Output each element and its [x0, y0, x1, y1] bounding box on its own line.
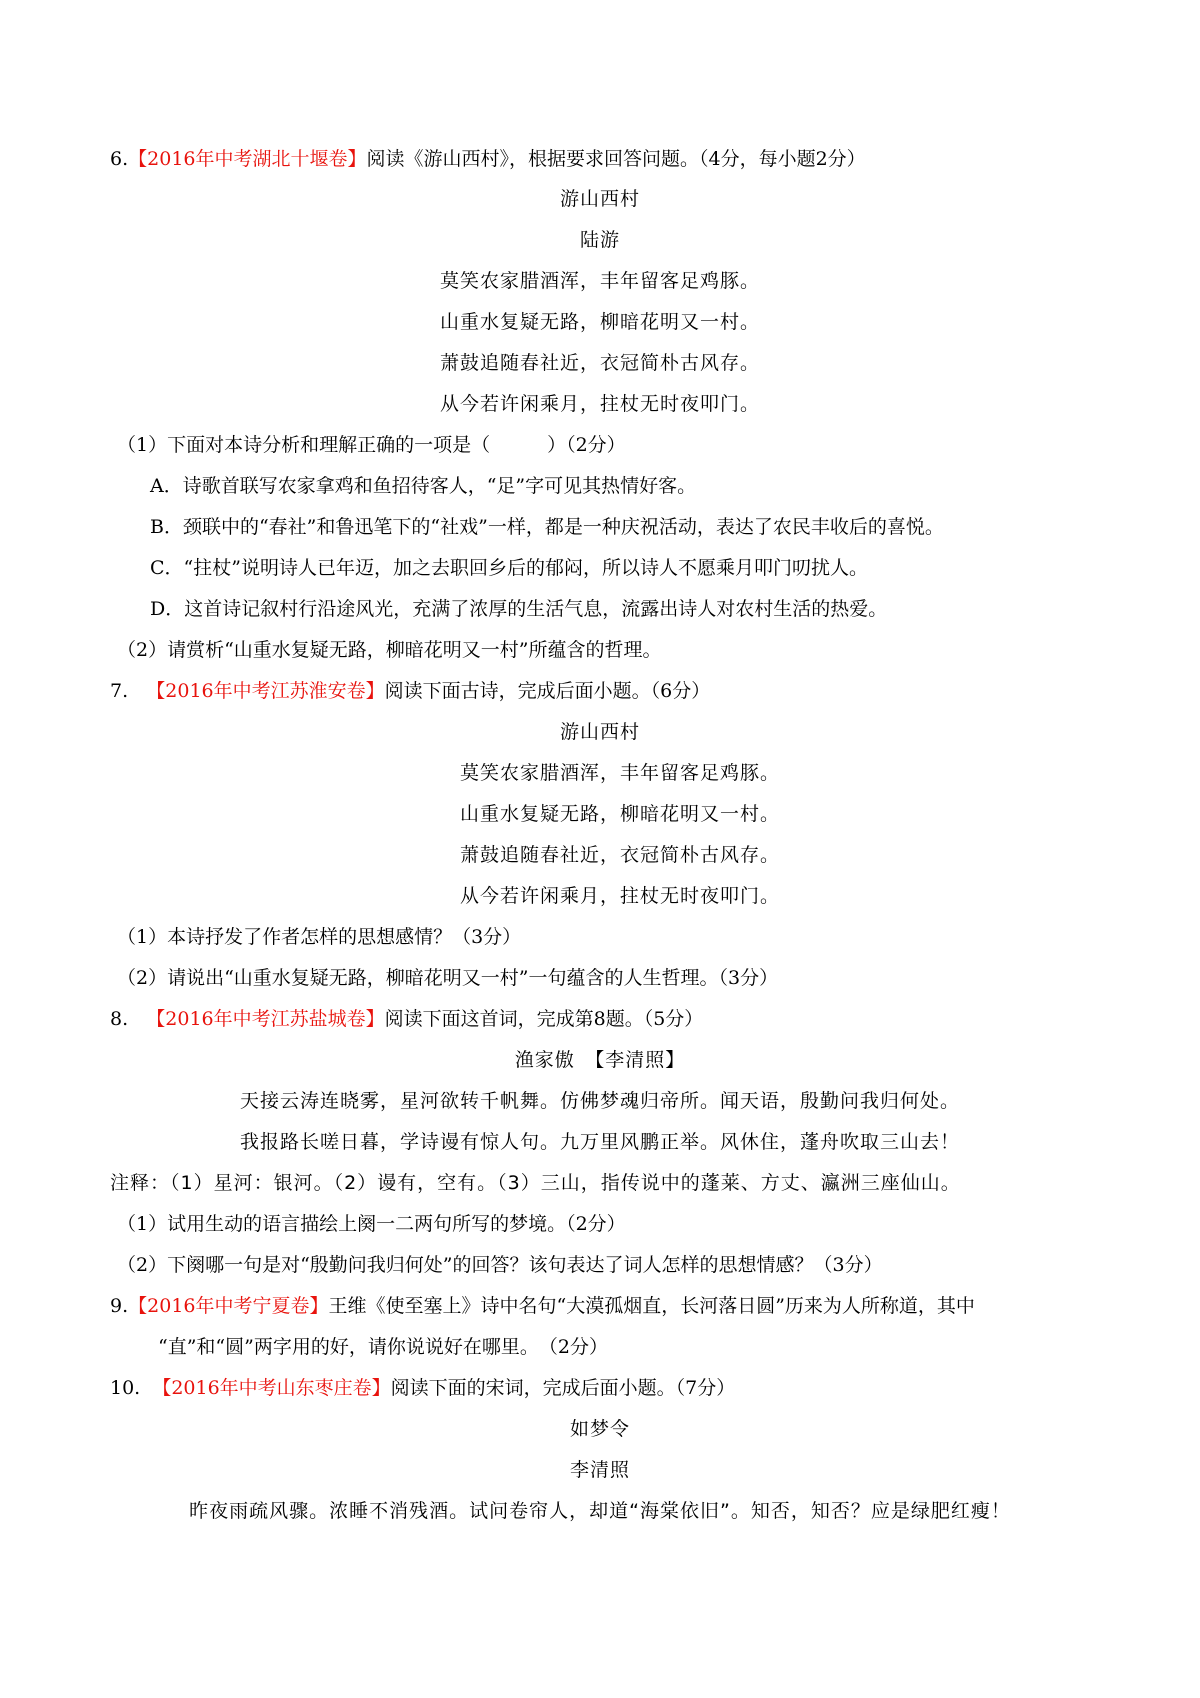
q9-prompt: 王维《使至塞上》诗中名句“大漠孤烟直，长河落日圆”历来为人所称道，其中 — [328, 1295, 975, 1317]
q10-number: 10. — [110, 1377, 141, 1399]
q6-option-d: D．这首诗记叙村行沿途风光，充满了浓厚的生活气息，流露出诗人对农村生活的热爱。 — [150, 598, 888, 620]
q7-prompt: 阅读下面古诗，完成后面小题。（6分） — [384, 680, 711, 702]
q8-poem-line: 我报路长嗟日暮，学诗谩有惊人句。九万里风鹏正举。风休住，蓬舟吹取三山去！ — [239, 1131, 960, 1153]
q6-subquestion-2: （2）请赏析“山重水复疑无路，柳暗花明又一村”所蕴含的哲理。 — [117, 639, 662, 661]
q7-number: 7. — [110, 680, 129, 702]
q6-option-b: B．颈联中的“春社”和鲁迅笔下的“社戏”一样，都是一种庆祝活动，表达了农民丰收后的喜悦。 — [150, 516, 944, 538]
q6-poem-line: 从今若许闲乘月，拄杖无时夜叩门。 — [439, 393, 760, 415]
q9-header — [110, 1293, 975, 1319]
q6-number: 6. — [110, 148, 129, 170]
q9-number: 9. — [110, 1295, 129, 1317]
q8-note: 注释：（1）星河：银河。（2）谩有，空有。（3）三山，指传说中的蓬莱、方丈、瀛洲三座仙山。 — [110, 1172, 961, 1194]
q7-poem-line: 从今若许闲乘月，拄杖无时夜叩门。 — [459, 885, 780, 907]
q8-header — [110, 1006, 703, 1032]
q6-poem-title: 游山西村 — [559, 188, 640, 210]
q6-subquestion-1: （1）下面对本诗分析和理解正确的一项是（ ）（2分） — [117, 434, 626, 456]
q7-subquestion-1: （1）本诗抒发了作者怎样的思想感情？（3分） — [117, 926, 522, 948]
q7-poem-title: 游山西村 — [559, 721, 640, 743]
q9-source: 【2016年中考宁夏卷】 — [128, 1295, 329, 1317]
q10-source: 【2016年中考山东枣庄卷】 — [152, 1377, 391, 1399]
q7-header — [110, 678, 710, 704]
q8-prompt: 阅读下面这首词，完成第8题。（5分） — [384, 1008, 704, 1030]
q10-poem-author: 李清照 — [569, 1459, 630, 1481]
q6-prompt: 阅读《游山西村》，根据要求回答问题。（4分，每小题2分） — [366, 148, 866, 170]
q7-source: 【2016年中考江苏淮安卷】 — [146, 680, 385, 702]
q8-number: 8. — [110, 1008, 129, 1030]
q9-prompt-continued: “直”和“圆”两字用的好，请你说说好在哪里。 （2分） — [158, 1336, 608, 1358]
q6-option-a: A．诗歌首联写农家拿鸡和鱼招待客人，“足”字可见其热情好客。 — [150, 475, 697, 497]
q6-option-c: C．“拄杖”说明诗人已年迈，加之去职回乡后的郁闷，所以诗人不愿乘月叩门叨扰人。 — [150, 557, 868, 579]
q8-source: 【2016年中考江苏盐城卷】 — [146, 1008, 385, 1030]
q6-poem-author: 陆游 — [579, 229, 620, 251]
q7-poem-line: 萧鼓追随春社近，衣冠简朴古风存。 — [459, 844, 780, 866]
q6-poem-line: 莫笑农家腊酒浑，丰年留客足鸡豚。 — [439, 270, 760, 292]
q8-subquestion-2: （2）下阕哪一句是对“殷勤问我归何处”的回答？该句表达了词人怎样的思想情感？（3分） — [117, 1254, 883, 1276]
q7-poem-line: 山重水复疑无路，柳暗花明又一村。 — [459, 803, 780, 825]
q10-poem-title: 如梦令 — [569, 1418, 630, 1440]
q10-header — [110, 1375, 735, 1401]
q6-poem-line: 萧鼓追随春社近，衣冠简朴古风存。 — [439, 352, 760, 374]
q6-poem-line: 山重水复疑无路，柳暗花明又一村。 — [439, 311, 760, 333]
q8-subquestion-1: （1）试用生动的语言描绘上阕一二两句所写的梦境。（2分） — [117, 1213, 626, 1235]
q10-prompt: 阅读下面的宋词，完成后面小题。（7分） — [390, 1377, 736, 1399]
q10-poem-line: 昨夜雨疏风骤。浓睡不消残酒。试问卷帘人，却道“海棠依旧”。知否，知否？应是绿肥红瘦！ — [189, 1500, 1011, 1522]
q8-poem-line: 天接云涛连晓雾，星河欲转千帆舞。仿佛梦魂归帝所。闻天语，殷勤问我归何处。 — [239, 1090, 960, 1112]
q7-poem-line: 莫笑农家腊酒浑，丰年留客足鸡豚。 — [459, 762, 780, 784]
q7-subquestion-2: （2）请说出“山重水复疑无路，柳暗花明又一村”一句蕴含的人生哲理。（3分） — [117, 967, 779, 989]
q6-source: 【2016年中考湖北十堰卷】 — [128, 148, 367, 170]
q6-header — [110, 146, 866, 172]
q8-poem-title: 渔家傲 【李清照】 — [514, 1049, 686, 1071]
